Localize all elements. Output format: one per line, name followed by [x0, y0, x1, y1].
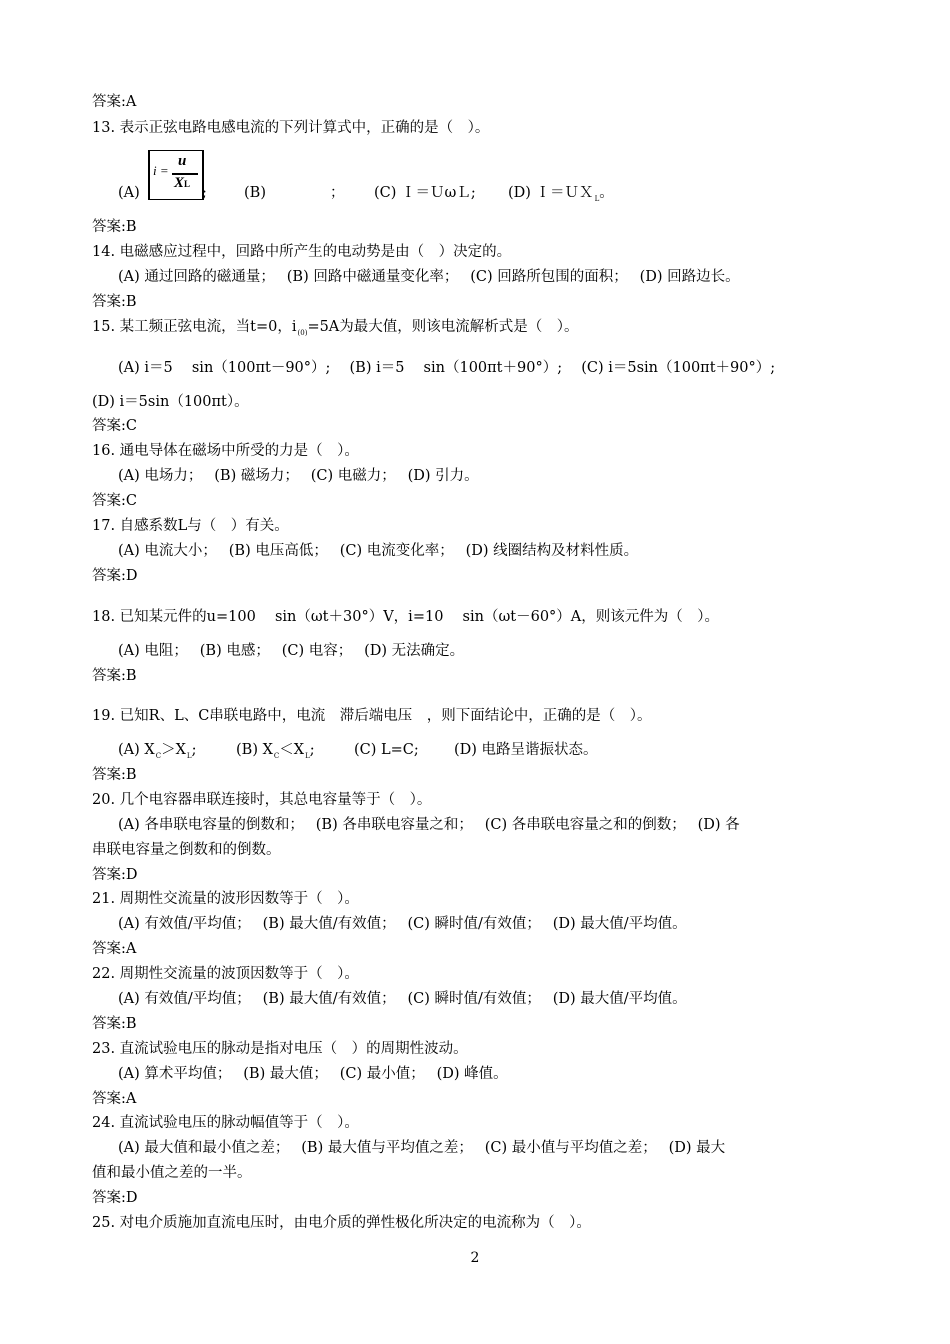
answer-23: 答案:A	[92, 1091, 137, 1107]
answer-18: 答案:B	[92, 668, 137, 684]
q21-options: (A) 有效值/平均值； (B) 最大值/有效值； (C) 瞬时值/有效值； (D) 最大值/平均值。	[118, 916, 687, 932]
answer-19: 答案:B	[92, 767, 137, 783]
q15-options-line1: (A) i＝5 sin（100πt－90°）; (B) i＝5 sin（100πt＋90°）; (C) i＝5sin（100πt＋90°）;	[118, 360, 776, 376]
q13-option-a: (A)	[118, 185, 140, 201]
answer-20: 答案:D	[92, 867, 138, 883]
question-19: 19. 已知R、L、C串联电路中，电流 滞后端电压 ，则下面结论中，正确的是（ ）。	[92, 708, 652, 724]
q17-options: (A) 电流大小； (B) 电压高低； (C) 电流变化率； (D) 线圈结构及材料性质。	[118, 543, 639, 559]
q24-options-line2: 值和最小值之差的一半。	[92, 1165, 252, 1181]
question-13: 13. 表示正弦电路电感电流的下列计算式中，正确的是（ ）。	[92, 120, 490, 136]
q19-option-a: (A) $X_C>X_L$;	[118, 742, 197, 760]
q13-option-d: (D) Ｉ＝ＵＸ$_L$。	[508, 185, 614, 203]
question-17: 17. 自感系数L与（ ）有关。	[92, 518, 289, 534]
question-23: 23. 直流试验电压的脉动是指对电压（ ）的周期性波动。	[92, 1041, 468, 1057]
answer-17: 答案:D	[92, 568, 138, 584]
q20-options-line2: 串联电容量之倒数和的倒数。	[92, 842, 281, 858]
answer-22: 答案:B	[92, 1016, 137, 1032]
answer-15: 答案:C	[92, 418, 137, 434]
question-20: 20. 几个电容器串联连接时，其总电容量等于（ ）。	[92, 792, 432, 808]
q15-options-line2: (D) i＝5sin（100πt）。	[92, 394, 249, 410]
q13-option-a-end: ;	[202, 185, 207, 201]
q13-option-b-end: ；	[330, 185, 345, 201]
answer-16: 答案:C	[92, 493, 137, 509]
question-16: 16. 通电导体在磁场中所受的力是（ ）。	[92, 443, 359, 459]
answer-14: 答案:B	[92, 294, 137, 310]
question-15: 15. 某工频正弦电流，当t=0，$i_{(0)}=5A$为最大值，则该电流解析式是（ ）。	[92, 319, 579, 337]
question-14: 14. 电磁感应过程中，回路中所产生的电动势是由（ ）决定的。	[92, 244, 512, 260]
q24-options-line1: (A) 最大值和最小值之差； (B) 最大值与平均值之差； (C) 最小值与平均值之差； (D) 最大	[118, 1140, 726, 1156]
q18-options: (A) 电阻； (B) 电感； (C) 电容； (D) 无法确定。	[118, 643, 465, 659]
q16-options: (A) 电场力； (B) 磁场力； (C) 电磁力； (D) 引力。	[118, 468, 479, 484]
question-22: 22. 周期性交流量的波顶因数等于（ ）。	[92, 966, 359, 982]
formula-lhs: i =	[153, 163, 169, 178]
question-25: 25. 对电介质施加直流电压时，由电介质的弹性极化所决定的电流称为（ ）。	[92, 1215, 591, 1231]
answer-12: 答案:A	[92, 94, 137, 110]
q19-option-c: (C) L=C;	[354, 742, 419, 758]
formula-image	[148, 150, 204, 200]
q14-options: (A) 通过回路的磁通量； (B) 回路中磁通量变化率； (C) 回路所包围的面积； (D) 回路边长。	[118, 269, 740, 285]
answer-21: 答案:A	[92, 941, 137, 957]
question-18: 18. 已知某元件的u=100 sin（ωt＋30°）V，i=10 sin（ωt－60°）A，则该元件为（ ）。	[92, 609, 720, 625]
formula-denominator: XL	[174, 175, 191, 191]
q13-option-b: (B)	[244, 185, 266, 201]
answer-24: 答案:D	[92, 1190, 138, 1206]
q22-options: (A) 有效值/平均值； (B) 最大值/有效值； (C) 瞬时值/有效值； (D) 最大值/平均值。	[118, 991, 687, 1007]
q23-options: (A) 算术平均值； (B) 最大值； (C) 最小值； (D) 峰值。	[118, 1066, 508, 1082]
formula-numerator: u	[178, 153, 187, 169]
q19-option-d: (D) 电路呈谐振状态。	[454, 742, 598, 758]
q19-option-b: (B) $X_C<X_L$;	[236, 742, 315, 760]
answer-13: 答案:B	[92, 219, 137, 235]
q13-option-c: (C) Ｉ＝ＵωＬ;	[374, 185, 476, 201]
question-24: 24. 直流试验电压的脉动幅值等于（ ）。	[92, 1115, 359, 1131]
q20-options-line1: (A) 各串联电容量的倒数和； (B) 各串联电容量之和； (C) 各串联电容量之和的倒数； (D) 各	[118, 817, 740, 833]
page-number: 2	[470, 1250, 480, 1266]
question-21: 21. 周期性交流量的波形因数等于（ ）。	[92, 891, 359, 907]
